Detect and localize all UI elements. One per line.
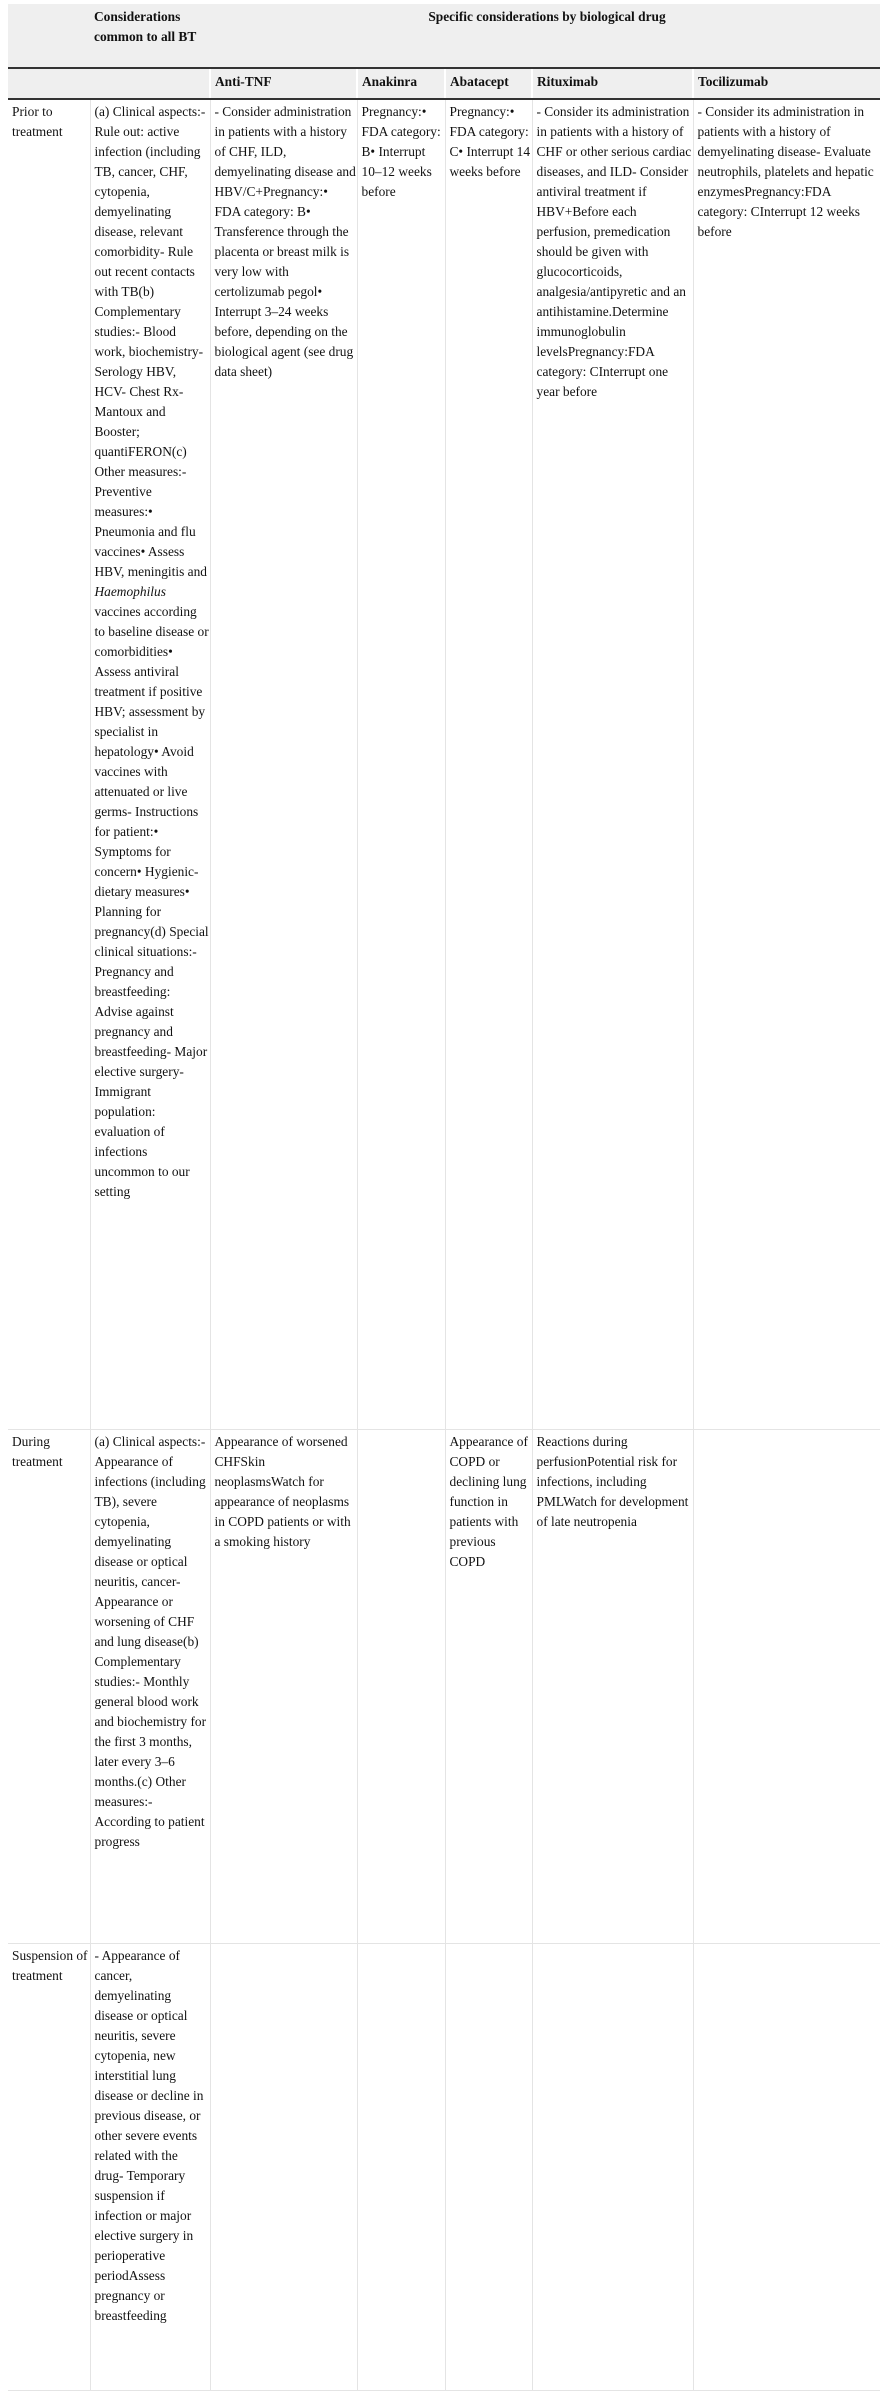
drug-header-abatacept: Abatacept	[445, 68, 532, 99]
bt-considerations-table	[8, 4, 880, 2391]
table-row-during	[8, 1430, 880, 1944]
common-considerations-cell: (a) Clinical aspects:- Appearance of infections (including TB), severe cytopenia, demyelinating disease or optical neuritis, cancer- Appearance or worsening of CHF and lung disease(b) Complementary studies:- Monthly general blood work and biochemistry for the first 3 months, later every 3–6 months.(c) Other measures:- According to patient progress	[90, 1430, 210, 1944]
drug-header-rituximab: Rituximab	[532, 68, 693, 99]
drug-header-anakinra: Anakinra	[357, 68, 445, 99]
rituximab-cell: Reactions during perfusionPotential risk for infections, including PMLWatch for development of late neutropenia	[532, 1430, 693, 1944]
rituximab-cell: - Consider its administration in patients with a history of CHF or other serious cardiac diseases, and ILD- Consider antiviral treatment if HBV+Before each perfusion, premedication should be given with glucocorticoids, analgesia/antipyretic and an antihistamine.Determine immunoglobulin levelsPregnancy:FDA category: CInterrupt one year before	[532, 99, 693, 1430]
common-header-lower	[90, 68, 210, 99]
corner-header-lower	[8, 68, 90, 99]
abatacept-cell	[445, 1944, 532, 2391]
common-considerations-header: Considerations common to all BT	[90, 4, 210, 68]
anti-tnf-cell: Appearance of worsened CHFSkin neoplasmsWatch for appearance of neoplasms in COPD patients or with a smoking history	[210, 1430, 357, 1944]
tocilizumab-cell	[693, 1944, 880, 2391]
drug-header-tocilizumab: Tocilizumab	[693, 68, 880, 99]
anti-tnf-cell: - Consider administration in patients with a history of CHF, ILD, demyelinating disease and HBV/C+Pregnancy:• FDA category: B• Transference through the placenta or breast milk is very low with certolizumab pegol• Interrupt 3–24 weeks before, depending on the biological agent (see drug data sheet)	[210, 99, 357, 1430]
anti-tnf-cell	[210, 1944, 357, 2391]
table-row-prior	[8, 99, 880, 1430]
common-text-italic: Haemophilus	[94, 584, 166, 599]
common-text-part: (a) Clinical aspects:- Rule out: active infection (including TB, cancer, CHF, cytopenia, demyelinating disease, relevant comorbidity- Rule out recent contacts with TB(b) Complementary studies:- Blood work, biochemistry- Serology HBV, HCV- Chest Rx- Mantoux and Booster; quantiFERON(c) Other measures:- Preventive measures:• Pneumonia and flu vaccines• Assess HBV, meningitis and	[94, 104, 207, 579]
anakinra-cell	[357, 1944, 445, 2391]
anakinra-cell: Pregnancy:• FDA category: B• Interrupt 10–12 weeks before	[357, 99, 445, 1430]
rituximab-cell	[532, 1944, 693, 2391]
table-row-suspension	[8, 1944, 880, 2391]
tocilizumab-cell: - Consider its administration in patients with a history of demyelinating disease- Evaluate neutrophils, platelets and hepatic enzymesPregnancy:FDA category: CInterrupt 12 weeks before	[693, 99, 880, 1430]
drug-header-anti-tnf: Anti-TNF	[210, 68, 357, 99]
common-text-part: vaccines according to baseline disease or comorbidities• Assess antiviral treatment if positive HBV; assessment by specialist in hepatology• Avoid vaccines with attenuated or live germs- Instructions for patient:• Symptoms for concern• Hygienic-dietary measures• Planning for pregnancy(d) Special clinical situations:- Pregnancy and breastfeeding: Advise against pregnancy and breastfeeding- Major elective surgery- Immigrant population: evaluation of infections uncommon to our setting	[94, 604, 209, 1199]
phase-label: During treatment	[8, 1430, 90, 1944]
abatacept-cell: Pregnancy:• FDA category: C• Interrupt 14 weeks before	[445, 99, 532, 1430]
phase-label: Prior to treatment	[8, 99, 90, 1430]
common-considerations-cell: - Appearance of cancer, demyelinating disease or optical neuritis, severe cytopenia, new interstitial lung disease or decline in previous disease, or other severe events related with the drug- Temporary suspension if infection or major elective surgery in perioperative periodAssess pregnancy or breastfeeding	[90, 1944, 210, 2391]
abatacept-cell: Appearance of COPD or declining lung function in patients with previous COPD	[445, 1430, 532, 1944]
corner-header	[8, 4, 90, 68]
tocilizumab-cell	[693, 1430, 880, 1944]
anakinra-cell	[357, 1430, 445, 1944]
common-considerations-cell	[90, 99, 210, 1430]
specific-considerations-header: Specific considerations by biological drug	[210, 4, 880, 68]
phase-label: Suspension of treatment	[8, 1944, 90, 2391]
